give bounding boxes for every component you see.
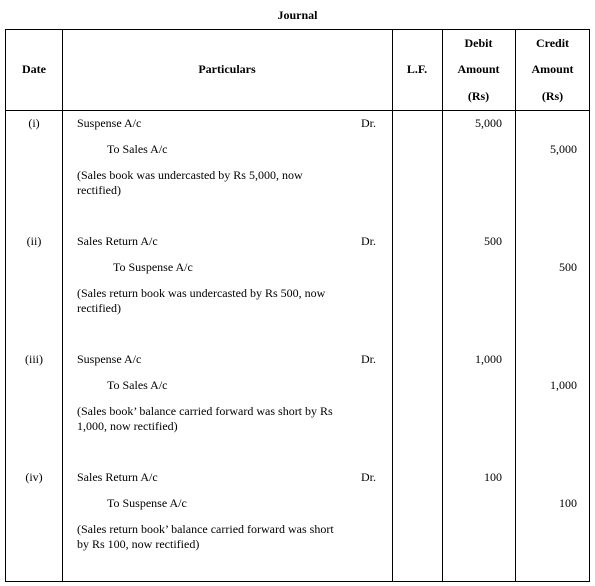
entry-debit-account: Suspense A/c — [77, 352, 142, 366]
entry-narration: (Sales book was undercasted by Rs 5,000, now rectified) — [77, 168, 303, 197]
journal-title: Journal — [277, 8, 318, 22]
header-date: Date — [22, 62, 46, 76]
entry-dr-label: Dr. — [361, 234, 376, 248]
journal-table — [5, 29, 590, 582]
entry-dr-label: Dr. — [361, 352, 376, 366]
header-credit-line2: Amount — [531, 62, 574, 76]
header-particulars: Particulars — [198, 62, 256, 76]
entry-narration: (Sales return book was undercasted by Rs 500, now rectified) — [77, 286, 326, 315]
entry-debit-amount: 1,000 — [475, 352, 502, 366]
entry-dr-label: Dr. — [361, 116, 376, 130]
entry-debit-amount: 100 — [484, 470, 502, 484]
entry-credit-amount: 1,000 — [550, 378, 577, 392]
entry-credit-account: To Suspense A/c — [107, 496, 187, 510]
header-credit-line3: (Rs) — [541, 89, 564, 103]
header-debit-line3: (Rs) — [467, 89, 490, 103]
entry-date: (iv) — [25, 470, 43, 484]
entry-dr-label: Dr. — [361, 470, 376, 484]
entry-debit-account: Sales Return A/c — [77, 234, 158, 248]
entry-date: (ii) — [26, 234, 42, 248]
header-credit-line1: Credit — [535, 36, 570, 50]
header-divider — [6, 110, 589, 111]
entry-credit-amount: 5,000 — [550, 142, 577, 156]
entry-debit-amount: 5,000 — [475, 116, 502, 130]
header-debit-line1: Debit — [464, 36, 493, 50]
entry-debit-account: Suspense A/c — [77, 116, 142, 130]
entry-narration: (Sales book’ balance carried forward was short by Rs 1,000, now rectified) — [77, 404, 333, 433]
entry-credit-account: To Sales A/c — [107, 142, 168, 156]
entry-debit-amount: 500 — [484, 234, 502, 248]
entry-credit-amount: 500 — [559, 260, 577, 274]
column-divider — [62, 30, 63, 581]
entry-narration: (Sales return book’ balance carried forward was short by Rs 100, now rectified) — [77, 522, 334, 551]
entry-debit-account: Sales Return A/c — [77, 470, 158, 484]
column-divider — [442, 30, 443, 581]
entry-credit-account: To Suspense A/c — [113, 260, 193, 274]
entry-date: (iii) — [25, 352, 43, 366]
header-lf: L.F. — [406, 62, 428, 76]
entry-credit-account: To Sales A/c — [107, 378, 168, 392]
entry-credit-amount: 100 — [559, 496, 577, 510]
column-divider — [392, 30, 393, 581]
entry-date: (i) — [28, 116, 40, 130]
header-debit-line2: Amount — [457, 62, 500, 76]
